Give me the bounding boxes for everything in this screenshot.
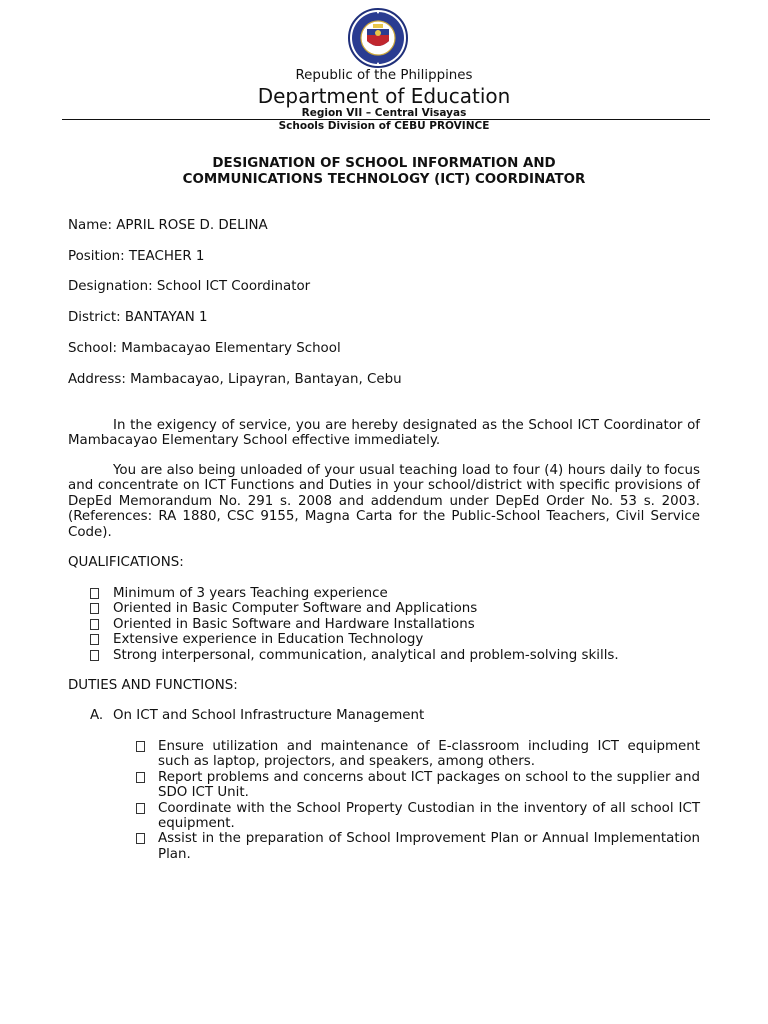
duties-section-a-heading bbox=[90, 708, 424, 723]
list-item bbox=[136, 801, 700, 832]
bullet-box-icon bbox=[90, 650, 99, 661]
qualification-text: Extensive experience in Education Technology bbox=[113, 632, 424, 648]
qualifications-label: QUALIFICATIONS: bbox=[68, 555, 184, 570]
bullet-box-icon bbox=[136, 741, 145, 752]
bullet-box-icon bbox=[136, 833, 145, 844]
section-title: On ICT and School Infrastructure Management bbox=[113, 708, 425, 723]
document-title-line-2: COMMUNICATIONS TECHNOLOGY (ICT) COORDINATOR bbox=[182, 172, 586, 187]
bullet-box-icon bbox=[90, 588, 99, 599]
designation-paragraph: In the exigency of service, you are hereby designated as the School ICT Coordinator of Mambacayao Elementary School effective immediately. bbox=[68, 418, 700, 449]
duty-text: Report problems and concerns about ICT packages on school to the supplier and SDO ICT Unit. bbox=[158, 769, 700, 801]
document-title-line-1: DESIGNATION OF SCHOOL INFORMATION AND bbox=[212, 156, 556, 171]
list-item bbox=[90, 632, 710, 647]
list-item bbox=[90, 648, 710, 663]
deped-seal-logo bbox=[343, 7, 413, 69]
qualification-text: Oriented in Basic Computer Software and Applications bbox=[113, 601, 478, 617]
designation-field: Designation: School ICT Coordinator bbox=[68, 279, 311, 294]
department-heading: Department of Education bbox=[257, 84, 511, 108]
bullet-box-icon bbox=[90, 603, 99, 614]
bullet-box-icon bbox=[136, 772, 145, 783]
section-letter: A. bbox=[90, 708, 104, 723]
school-field: School: Mambacayao Elementary School bbox=[68, 341, 341, 356]
duty-text: Ensure utilization and maintenance of E-classroom including ICT equipment such as laptop, projectors, and speakers, among others. bbox=[158, 739, 700, 770]
duties-list bbox=[136, 739, 700, 862]
teaching-load-paragraph: You are also being unloaded of your usual teaching load to four (4) hours daily to focus and concentrate on ICT Functions and Duties in your school/district with specific provisions of DepEd Memorandum No. 291 s. 2008 and addendum under DepEd Order No. 53 s. 2003. (References: RA 1880, CSC 9155, Magna Carta for the Public-School Teachers, Civil Service Code). bbox=[68, 463, 700, 540]
position-field: Position: TEACHER 1 bbox=[68, 249, 205, 264]
bullet-box-icon bbox=[136, 803, 145, 814]
list-item bbox=[136, 770, 700, 801]
duties-label: DUTIES AND FUNCTIONS: bbox=[68, 678, 238, 693]
qualifications-list bbox=[90, 586, 710, 663]
duty-text: Coordinate with the School Property Custodian in the inventory of all school ICT equipment. bbox=[158, 800, 700, 832]
division-heading: Schools Division of CEBU PROVINCE bbox=[278, 120, 490, 132]
district-field: District: BANTAYAN 1 bbox=[68, 310, 208, 325]
bullet-box-icon bbox=[90, 634, 99, 645]
list-item bbox=[90, 601, 710, 616]
document-title bbox=[0, 156, 768, 188]
qualification-text: Minimum of 3 years Teaching experience bbox=[113, 586, 388, 601]
name-field: Name: APRIL ROSE D. DELINA bbox=[68, 218, 268, 233]
qualification-text: Oriented in Basic Software and Hardware Installations bbox=[113, 616, 475, 632]
republic-heading: Republic of the Philippines bbox=[295, 68, 473, 83]
list-item bbox=[90, 617, 710, 632]
qualification-text: Strong interpersonal, communication, analytical and problem-solving skills. bbox=[113, 647, 619, 663]
list-item bbox=[136, 831, 700, 862]
region-heading: Region VII – Central Visayas bbox=[301, 107, 467, 119]
bullet-box-icon bbox=[90, 619, 99, 630]
list-item bbox=[90, 586, 710, 601]
address-field: Address: Mambacayao, Lipayran, Bantayan, Cebu bbox=[68, 372, 402, 387]
list-item bbox=[136, 739, 700, 770]
duty-text: Assist in the preparation of School Improvement Plan or Annual Implementation Plan. bbox=[158, 831, 700, 862]
